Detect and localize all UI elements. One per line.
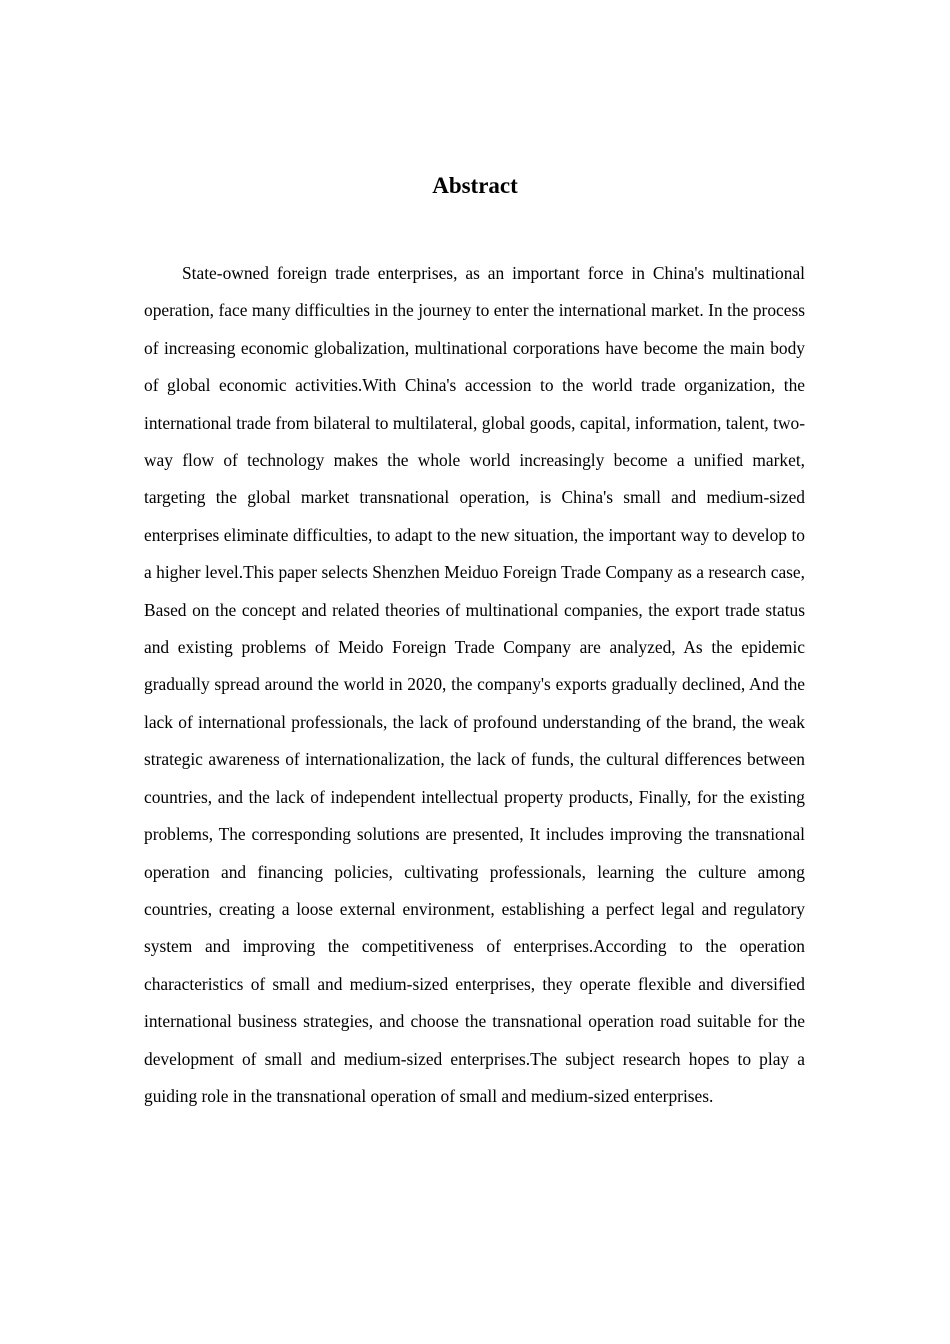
page-title: Abstract [432,173,518,198]
abstract-paragraph: State-owned foreign trade enterprises, as an important force in China's multinational operation, face many difficulties in the journey to enter the international market. In the process of increasing economic globalization, multinational corporations have become the main body of global economic activities.With China's accession to the world trade organization, the international trade from bilateral to multilateral, global goods, capital, information, talent, two-way flow of technology makes the whole world increasingly become a unified market, targeting the global market transnational operation, is China's small and medium-sized enterprises eliminate difficulties, to adapt to the new situation, the important way to develop to a higher level.This paper selects Shenzhen Meiduo Foreign Trade Company as a research case, Based on the concept and related theories of multinational companies, the export trade status and existing problems of Meido Foreign Trade Company are analyzed, As the epidemic gradually spread around the world in 2020, the company's exports gradually declined, And the lack of international professionals, the lack of profound understanding of the brand, the weak strategic awareness of internationalization, the lack of funds, the cultural differences between countries, and the lack of independent intellectual property products, Finally, for the existing problems, The corresponding solutions are presented, It includes improving the transnational operation and financing policies, cultivating professionals, learning the culture among countries, creating a loose external environment, establishing a perfect legal and regulatory system and improving the competitiveness of enterprises.According to the operation characteristics of small and medium-sized enterprises, they operate flexible and diversified international business strategies, and choose the transnational operation road suitable for the development of small and medium-sized enterprises.The subject research hopes to play a guiding role in the transnational operation of small and medium-sized enterprises. [144,263,805,1106]
